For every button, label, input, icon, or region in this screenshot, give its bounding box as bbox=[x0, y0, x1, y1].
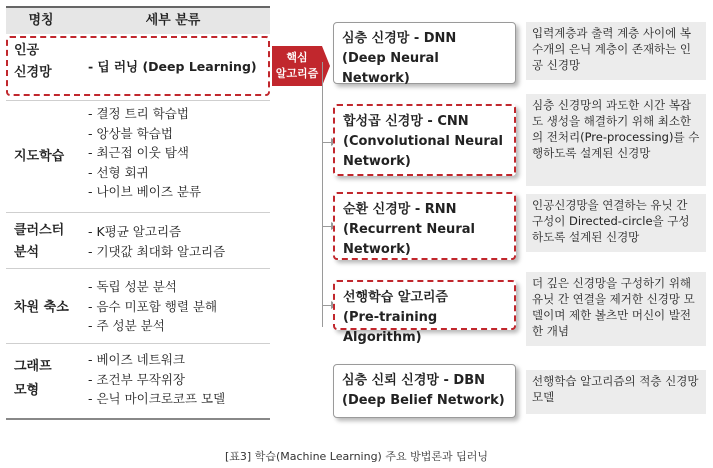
desc-dbn: 선행학습 알고리즘의 적층 신경망 모델 bbox=[526, 370, 706, 414]
row-divider bbox=[6, 268, 270, 269]
desc-dnn: 입력계층과 출력 계층 사이에 복수개의 은닉 계층이 존재하는 인공 신경망 bbox=[526, 22, 706, 80]
core-algorithm-tag: 핵심 알고리즘 bbox=[272, 46, 322, 86]
list-item: - K평균 알고리즘 bbox=[88, 224, 182, 239]
row-label-clustering: 클러스터 분석 bbox=[14, 223, 65, 260]
desc-cnn: 심층 신경망의 과도한 시간 복잡도 생성을 해결하기 위해 최소한의 전처리(Pre-processing)를 수행하도록 설계된 신경망 bbox=[526, 94, 706, 186]
table-bottom-rule bbox=[6, 418, 270, 420]
row-label-graph-model: 그래프 모형 bbox=[14, 359, 52, 398]
figure-caption: [표3] 학습(Machine Learning) 주요 방법론과 딥러닝 bbox=[225, 450, 488, 463]
list-item: - 결정 트리 학습법 bbox=[88, 106, 189, 121]
row-items-graph-model bbox=[88, 350, 268, 409]
list-item: - 음수 미포함 행렬 분해 bbox=[88, 298, 218, 314]
connector-trunk bbox=[322, 62, 323, 327]
list-item: - 딥 러닝 (Deep Learning) bbox=[88, 59, 257, 74]
list-item: - 독립 성분 분석 bbox=[88, 279, 177, 294]
row-items-supervised bbox=[88, 104, 268, 202]
header-category: 세부 분류 bbox=[145, 13, 201, 28]
list-item: - 조건부 무작위장 bbox=[88, 371, 185, 387]
node-pretraining: 선행학습 알고리즘 (Pre-training Algorithm) bbox=[333, 280, 516, 330]
row-items-ann bbox=[88, 57, 268, 77]
node-cnn: 합성곱 신경망 - CNN (Convolutional Neural Network) bbox=[333, 104, 516, 176]
list-item: - 최근접 이웃 탐색 bbox=[88, 145, 189, 160]
desc-rnn: 인공신경망을 연결하는 유닛 간 구성이 Directed-circle을 구성하도록 설계된 신경망 bbox=[526, 194, 706, 252]
list-item: - 기댓값 최대화 알고리즘 bbox=[88, 243, 226, 259]
list-item: - 은닉 마이크로코프 모델 bbox=[88, 391, 226, 406]
list-item: - 선형 회귀 bbox=[88, 164, 149, 180]
row-label-dim-reduction: 차원 축소 bbox=[14, 300, 69, 315]
row-divider bbox=[6, 100, 270, 101]
list-item: - 주 성분 분석 bbox=[88, 318, 165, 333]
row-items-clustering bbox=[88, 222, 268, 261]
node-rnn: 순환 신경망 - RNN (Recurrent Neural Network) bbox=[333, 192, 516, 260]
node-dbn: 심층 신뢰 신경망 - DBN (Deep Belief Network) bbox=[333, 364, 516, 418]
row-label-supervised: 지도학습 bbox=[14, 149, 65, 164]
list-item: - 앙상블 학습법 bbox=[88, 125, 173, 141]
row-items-dim-reduction bbox=[88, 277, 268, 336]
header-name: 명칭 bbox=[28, 13, 54, 28]
row-divider bbox=[6, 212, 270, 213]
row-label-ann: 인공 신경망 bbox=[14, 43, 52, 80]
desc-pretraining: 더 깊은 신경망을 구성하기 위해 유닛 간 연결을 제거한 신경망 모델이며 제한 볼츠만 머신이 발전한 개념 bbox=[526, 272, 706, 346]
list-item: - 나이브 베이즈 분류 bbox=[88, 184, 202, 199]
list-item: - 베이즈 네트워크 bbox=[88, 352, 185, 367]
tag-arrow bbox=[322, 46, 330, 86]
row-divider bbox=[6, 343, 270, 344]
node-dnn: 심층 신경망 - DNN (Deep Neural Network) bbox=[333, 22, 516, 84]
